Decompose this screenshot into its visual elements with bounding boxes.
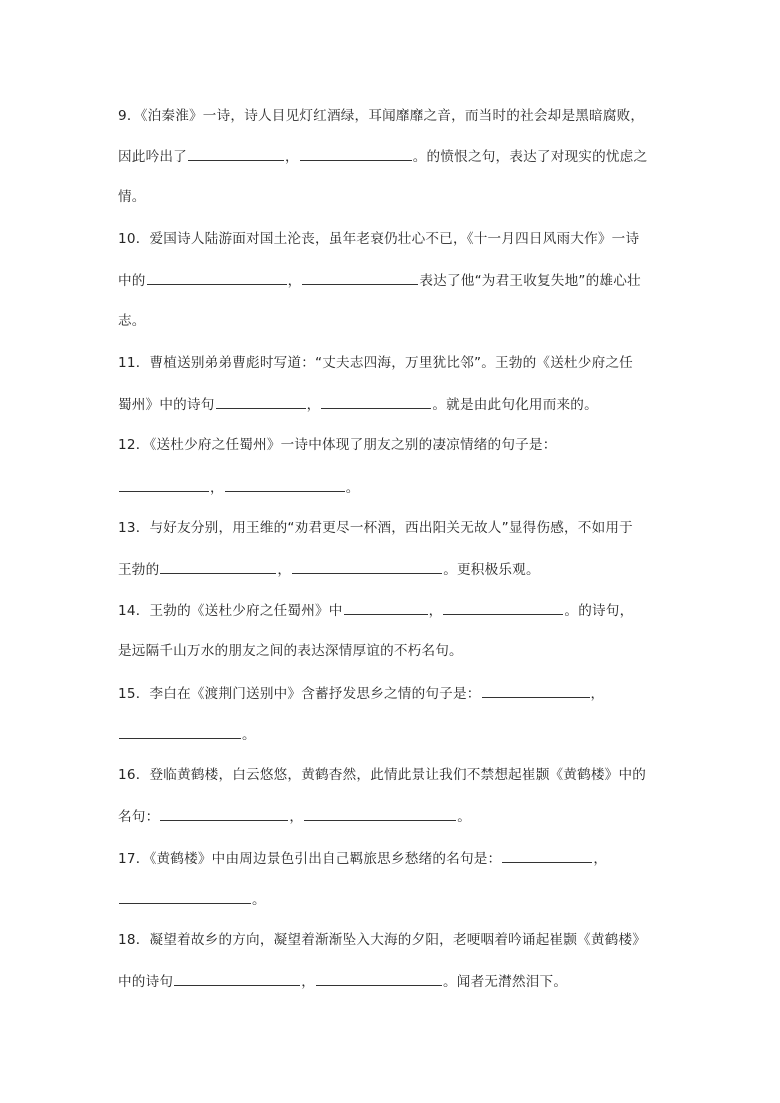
fill-blank[interactable]: [119, 889, 251, 904]
fill-blank[interactable]: [147, 270, 287, 285]
fill-blank[interactable]: [119, 477, 209, 492]
question-15-line-1: 15．李白在《渡荆门送别中》含蓄抒发思乡之情的句子是： ，: [118, 683, 680, 704]
question-10-line-2: 中的 ， 表达了他“为君王收复失地”的雄心壮: [118, 270, 680, 291]
fill-blank[interactable]: [443, 600, 563, 615]
fill-blank[interactable]: [225, 477, 345, 492]
question-14-line-2: 是远隔千山万水的朋友之间的表达深情厚谊的不朽名句。: [118, 643, 463, 659]
question-10-line-1: 10．爱国诗人陆游面对国土沦丧，虽年老衰仍壮心不已，《十一月四日风雨大作》一诗: [118, 231, 640, 247]
fill-blank[interactable]: [160, 559, 276, 574]
fill-blank[interactable]: [302, 270, 418, 285]
question-12-line-2: ， 。: [118, 477, 680, 498]
question-14-line-1: 14．王勃的《送杜少府之任蜀州》中 ， 。的诗句，: [118, 600, 680, 621]
question-12-line-1: 12．《送杜少府之任蜀州》一诗中体现了朋友之别的凄凉情绪的句子是：: [118, 437, 557, 453]
fill-blank[interactable]: [502, 848, 592, 863]
question-17-line-2: 。: [118, 889, 680, 910]
question-17-line-1: 17．《黄鹤楼》中由周边景色引出自己羁旅思乡愁绪的名句是： ，: [118, 848, 680, 869]
question-18-line-2: 中的诗句 ， 。闻者无潸然泪下。: [118, 971, 680, 992]
question-13-line-1: 13．与好友分别，用王维的“劝君更尽一杯酒，西出阳关无故人”显得伤感，不如用于: [118, 520, 633, 536]
fill-blank[interactable]: [160, 806, 288, 821]
question-13-line-2: 王勃的 ， 。更积极乐观。: [118, 559, 680, 580]
fill-blank[interactable]: [119, 724, 241, 739]
fill-blank[interactable]: [216, 394, 306, 409]
question-9-line-2: 因此吟出了 ， 。的愤恨之句，表达了对现实的忧虑之: [118, 146, 680, 167]
question-16-line-1: 16．登临黄鹤楼，白云悠悠，黄鹤杳然，此情此景让我们不禁想起崔颢《黄鹤楼》中的: [118, 767, 647, 783]
fill-blank[interactable]: [188, 146, 284, 161]
fill-blank[interactable]: [174, 971, 300, 986]
question-9-line-3: 情。: [118, 189, 146, 205]
fill-blank[interactable]: [292, 559, 442, 574]
fill-blank[interactable]: [316, 971, 442, 986]
question-11-line-1: 11．曹植送别弟弟曹彪时写道：“丈夫志四海，万里犹比邻”。王勃的《送杜少府之任: [118, 355, 633, 371]
question-11-line-2: 蜀州》中的诗句 ， 。就是由此句化用而来的。: [118, 394, 680, 415]
question-18-line-1: 18．凝望着故乡的方向，凝望着渐渐坠入大海的夕阳，老哽咽着吟诵起崔颢《黄鹤楼》: [118, 932, 647, 948]
fill-blank[interactable]: [300, 146, 412, 161]
question-10-line-3: 志。: [118, 313, 146, 329]
fill-blank[interactable]: [482, 683, 590, 698]
fill-blank[interactable]: [321, 394, 431, 409]
question-9-line-1: 9．《泊秦淮》一诗，诗人目见灯红酒绿，耳闻靡靡之音，而当时的社会却是黑暗腐败，: [118, 108, 645, 124]
fill-blank[interactable]: [304, 806, 456, 821]
fill-blank[interactable]: [344, 600, 428, 615]
question-16-line-2: 名句： ， 。: [118, 806, 680, 827]
question-15-line-2: 。: [118, 724, 680, 745]
